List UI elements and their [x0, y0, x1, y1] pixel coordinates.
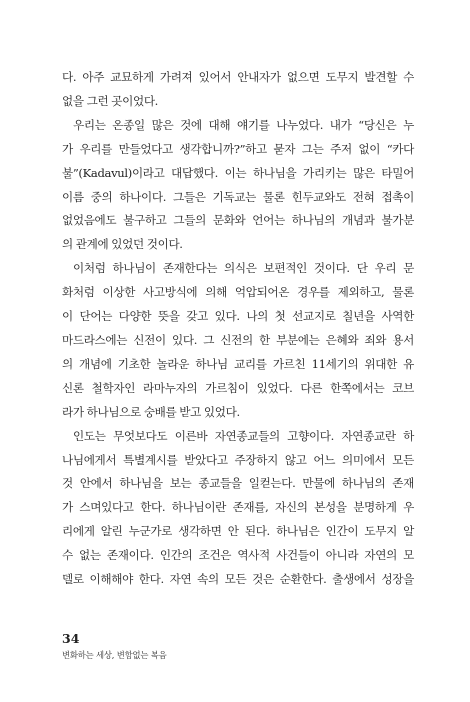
text-line: 이처럼 하나님이 존재한다는 의식은 보편적인 것이다. 단 우리 문 [73, 261, 414, 276]
running-title: 변화하는 세상, 변함없는 복음 [62, 650, 167, 660]
text-line: 나님에게서 특별계시를 받았다고 주장하지 않고 어느 의미에서 모든 [62, 452, 414, 467]
text-line: 라가 하나님으로 숭배를 받고 있었다. [62, 404, 240, 419]
body-text [62, 66, 414, 592]
text-line: 리에게 알린 누군가로 생각하면 안 된다. 하나님은 인간이 도무지 알 [62, 524, 414, 539]
text-line: 다. 아주 교묘하게 가려져 있어서 안내자가 없으면 도무지 발견할 수 [62, 70, 414, 84]
paragraph [62, 257, 414, 424]
text-line: 수 없는 존재이다. 인간의 조건은 역사적 사건들이 아니라 자연의 모 [62, 548, 414, 563]
page-number: 34 [62, 631, 80, 646]
text-line: 화처럼 이상한 사고방식에 의해 억압되어온 경우를 제외하고, 물론 [62, 285, 414, 300]
text-line: 인도는 무엇보다도 이른바 자연종교들의 고향이다. 자연종교란 하 [73, 428, 414, 443]
text-line: 없을 그런 곳이었다. [62, 93, 159, 108]
text-line: 델로 이해해야 한다. 자연 속의 모든 것은 순환한다. 출생에서 성장을 [62, 572, 414, 587]
text-line: 신론 철학자인 라마누자의 가르침이 있었다. 다른 한쪽에서는 코브 [62, 380, 414, 395]
text-line: 의 개념에 기초한 놀라운 하나님 교리를 가르친 11세기의 위대한 유 [62, 356, 414, 371]
paragraph [62, 66, 414, 114]
text-line: 없었음에도 불구하고 그들의 문화와 언어는 하나님의 개념과 불가분 [62, 213, 414, 228]
text-line: 것 안에서 하나님을 보는 종교들을 일컫는다. 만물에 하나님의 존재 [62, 476, 414, 491]
text-line: 이름 중의 하나이다. 그들은 기독교는 물론 힌두교와도 전혀 접촉이 [62, 189, 414, 204]
text-line: 의 관계에 있었던 것이다. [62, 237, 183, 252]
paragraph [62, 114, 414, 257]
text-line: 우리는 온종일 많은 것에 대해 얘기를 나누었다. 내가 “당신은 누 [73, 117, 414, 132]
text-line: 가 스며있다고 한다. 하나님이란 존재를, 자신의 본성을 분명하게 우 [62, 500, 414, 515]
text-line: 마드라스에는 신전이 있다. 그 신전의 한 부분에는 은혜와 죄와 용서 [62, 332, 414, 347]
paragraph [62, 425, 414, 592]
text-line: 불”(Kadavul)이라고 대답했다. 이는 하나님을 가리키는 많은 타밀어 [62, 165, 414, 180]
text-line: 가 우리를 만들었다고 생각합니까?”하고 묻자 그는 주저 없이 “카다 [62, 141, 414, 156]
text-line: 이 단어는 다양한 뜻을 갖고 있다. 나의 첫 선교지로 칠년을 사역한 [62, 309, 414, 324]
